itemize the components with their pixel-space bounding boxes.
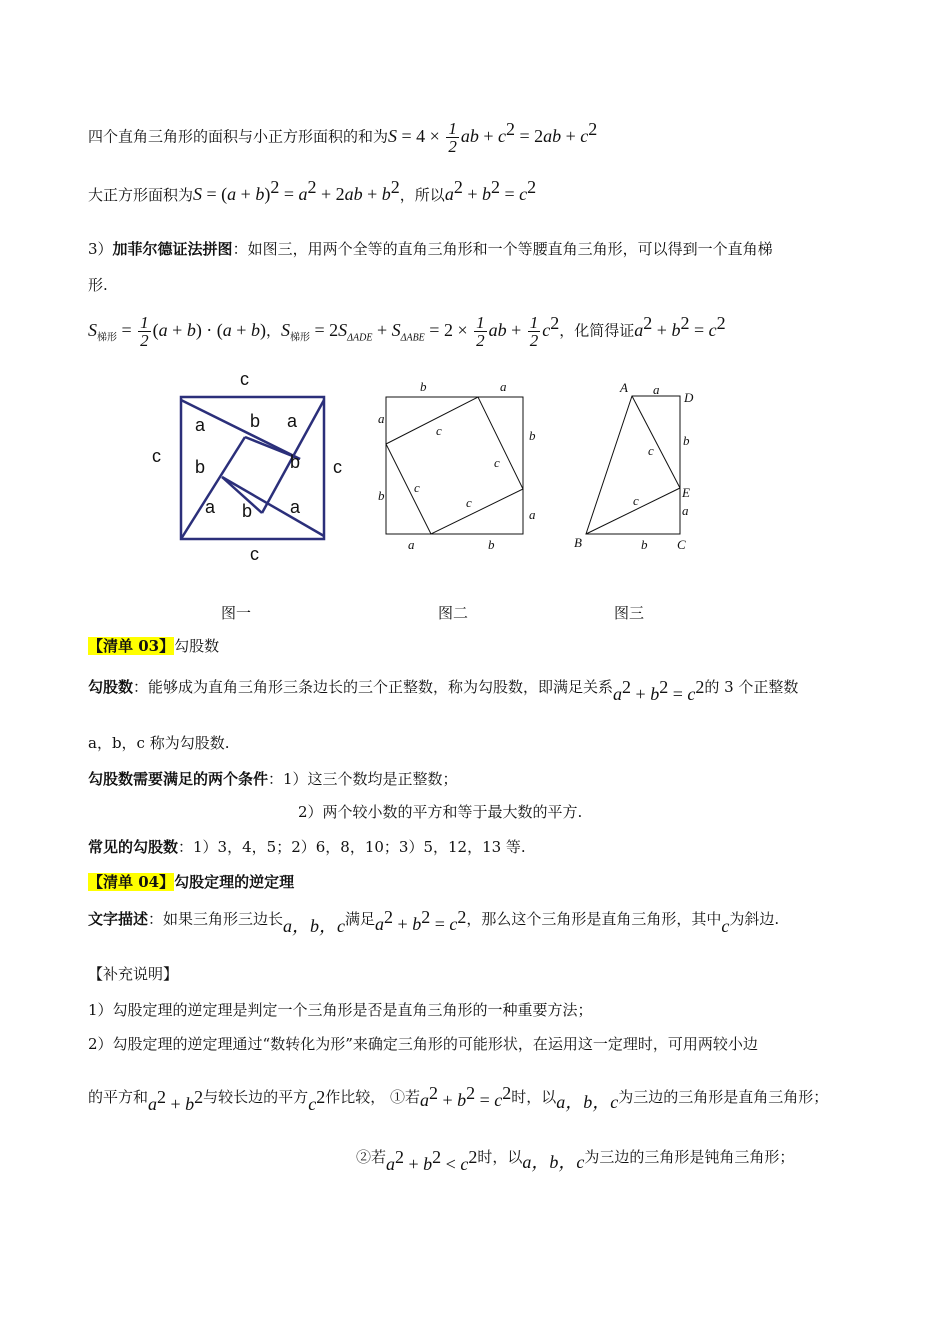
fig3-label: b (641, 537, 648, 552)
converse-desc-line (88, 907, 780, 936)
fig2-label: b (378, 488, 385, 503)
fig2-label: a (378, 411, 385, 426)
supplement-3g: 时，以 (511, 1088, 557, 1106)
fig1-line (222, 477, 324, 536)
fig1-top-label: c (240, 369, 249, 389)
caption-fig2: 图二 (438, 604, 469, 622)
fig1-left-label: c (152, 446, 161, 466)
pythag-triple-term: 勾股数 (88, 678, 134, 696)
fig3-label: c (633, 493, 639, 508)
trapezoid-result: $a^2 + b^2 = c^2$ (634, 312, 726, 340)
fig2-label: c (466, 495, 472, 510)
converse-desc-1: ：如果三角形三边长 (148, 910, 284, 928)
trapezoid-formula-1: $S_{梯形}$ = $\frac{1}{2}$ (a + b) · (a + b) (88, 313, 266, 350)
supplement-3a: 的平方和 (88, 1088, 149, 1106)
section-04-title: 勾股定理的逆定理 (174, 873, 295, 891)
supplement-4a: ②若 (356, 1148, 387, 1166)
supplement-4-vars: a，b，c (522, 1152, 585, 1172)
converse-desc-2: 满足 (345, 910, 376, 928)
converse-desc-3: ，那么这个三角形是直角三角形，其中 (466, 910, 722, 928)
big-square-formula: $S = (a + b)^2 = a^2 + 2ab + b^2$ (193, 177, 400, 204)
condition-1: ：1）这三个数均是正整数； (268, 770, 458, 788)
fig1-seg-label: b (290, 452, 301, 472)
big-square-result: $a^2 + b^2 = c^2$ (444, 177, 537, 204)
trapezoid-formula-line (88, 314, 726, 349)
supplement-4e: 为三边的三角形是钝角三角形； (584, 1148, 795, 1166)
area-sum-formula: S = 4 × $\frac{1}{2}$ ab + $c^2 = 2ab + c^2$ (388, 118, 598, 156)
garfield-prefix: 3） (88, 240, 113, 258)
supplement-3-eq: $a^2 + b^2 = c^2$ (419, 1083, 512, 1110)
supplement-3-c2: $c^2$ (308, 1087, 326, 1114)
supplement-3b: 与较长边的平方 (203, 1088, 309, 1106)
fig3-label: C (677, 537, 686, 552)
fig3-label: B (574, 535, 582, 550)
converse-desc-4: 为斜边. (729, 910, 780, 928)
trapezoid-sep: ， (265, 321, 281, 340)
fig1-right-label: c (333, 457, 342, 477)
fig1-seg-label: b (242, 501, 253, 521)
conditions-line (88, 770, 458, 790)
figures (0, 365, 950, 585)
common-triples-text: ：1）3，4，5；2）6，8，10；3）5，12，13 等. (178, 838, 526, 856)
fig1-bottom-label: c (250, 544, 259, 564)
supplement-title: 【补充说明】 (88, 965, 179, 983)
supplement-3 (88, 1083, 829, 1114)
section-03-heading (88, 637, 219, 657)
fig2-label: c (494, 455, 500, 470)
fig3-label: a (653, 382, 660, 397)
trapezoid-text: ，化简得证 (559, 321, 635, 340)
converse-desc-vars: a，b，c (283, 916, 346, 936)
section-04-tag: 【清单 04】 (88, 873, 175, 891)
fig3-trapezoid (586, 396, 680, 534)
fig2-label: a (408, 537, 415, 552)
converse-desc-term: 文字描述 (88, 910, 149, 928)
condition-2: 2）两个较小数的平方和等于最大数的平方. (298, 803, 583, 821)
fig3-label: A (620, 380, 628, 395)
garfield-body: ：如图三，用两个全等的直角三角形和一个等腰直角三角形，可以得到一个直角梯 (232, 240, 773, 258)
supplement-3-sum: $a^2 + b^2$ (148, 1087, 204, 1114)
converse-desc-formula: $a^2 + b^2 = c^2$ (375, 907, 467, 934)
figure-2 (386, 397, 523, 534)
garfield-heading-line (88, 240, 773, 260)
fig2-inner-square (386, 397, 523, 534)
pythag-triple-def (88, 675, 799, 704)
supplement-4 (356, 1145, 795, 1174)
supplement-1: 1）勾股定理的逆定理是判定一个三角形是否是直角三角形的一种重要方法； (88, 1001, 593, 1019)
fig2-label: b (488, 537, 495, 552)
pythag-triple-text2: 的 3 个正整数 (704, 678, 799, 696)
fig1-seg-label: a (287, 411, 298, 431)
big-square-sep: ，所以 (399, 186, 445, 204)
supplement-3-vars: a，b，c (556, 1092, 619, 1112)
converse-desc-c: c (721, 916, 730, 936)
figure-3 (586, 396, 680, 534)
fig1-seg-label: b (250, 411, 261, 431)
conditions-term: 勾股数需要满足的两个条件 (88, 770, 269, 788)
supplement-3i: 为三边的三角形是直角三角形； (618, 1088, 829, 1106)
supplement-4-ineq: $a^2 + b^2 < c^2$ (386, 1147, 478, 1174)
fig1-seg-label: b (195, 457, 206, 477)
area-sum-text: 四个直角三角形的面积与小正方形面积的和为 (88, 127, 389, 146)
pythag-triple-text: ：能够成为直角三角形三条边长的三个正整数，称为勾股数，即满足关系 (133, 678, 614, 696)
fig3-label: D (684, 390, 694, 405)
fig3-label: b (683, 433, 690, 448)
supplement-4c: 时，以 (477, 1148, 523, 1166)
fig2-label: a (500, 379, 507, 394)
fig2-label: c (414, 480, 420, 495)
trapezoid-formula-2: $S_{梯形} = 2S_{\Delta ADE} + S_{\Delta ABE} = 2$ × $\frac{1}{2}$ ab + $\frac{1}{2}$ $c^2$ (280, 312, 560, 350)
fig1-seg-label: a (205, 497, 216, 517)
garfield-body-cont: 形. (88, 276, 108, 294)
pythag-triple-def-cont: a，b，c 称为勾股数. (88, 734, 230, 752)
fig2-label: c (436, 423, 442, 438)
fig3-line-ae (632, 396, 680, 488)
section-03-tag: 【清单 03】 (88, 637, 175, 655)
supplement-2: 2）勾股定理的逆定理通过“数转化为形”来确定三角形的可能形状，在运用这一定理时，可用两较小边 (88, 1035, 758, 1053)
fig1-seg-label: a (195, 415, 206, 435)
fig2-label: a (529, 507, 536, 522)
fig2-label: b (420, 379, 427, 394)
caption-fig1: 图一 (221, 604, 252, 622)
section-04-heading (88, 873, 294, 893)
fig1-seg-label: a (290, 497, 301, 517)
area-sum-line (88, 120, 597, 155)
fig3-label: a (682, 503, 689, 518)
common-triples-line (88, 838, 526, 858)
garfield-title: 加菲尔德证法拼图 (112, 240, 233, 258)
section-03-title: 勾股数 (174, 637, 220, 655)
caption-fig3: 图三 (614, 604, 645, 622)
supplement-3d: 作比较， ①若 (325, 1088, 420, 1106)
fig2-label: b (529, 428, 536, 443)
fig3-label: E (682, 485, 690, 500)
big-square-text: 大正方形面积为 (88, 186, 194, 204)
big-square-line (88, 177, 537, 206)
fig3-label: c (648, 443, 654, 458)
common-triples-term: 常见的勾股数 (88, 838, 179, 856)
pythag-triple-formula: $a^2 + b^2 = c^2$ (613, 677, 705, 704)
fig2-outer-square (386, 397, 523, 534)
